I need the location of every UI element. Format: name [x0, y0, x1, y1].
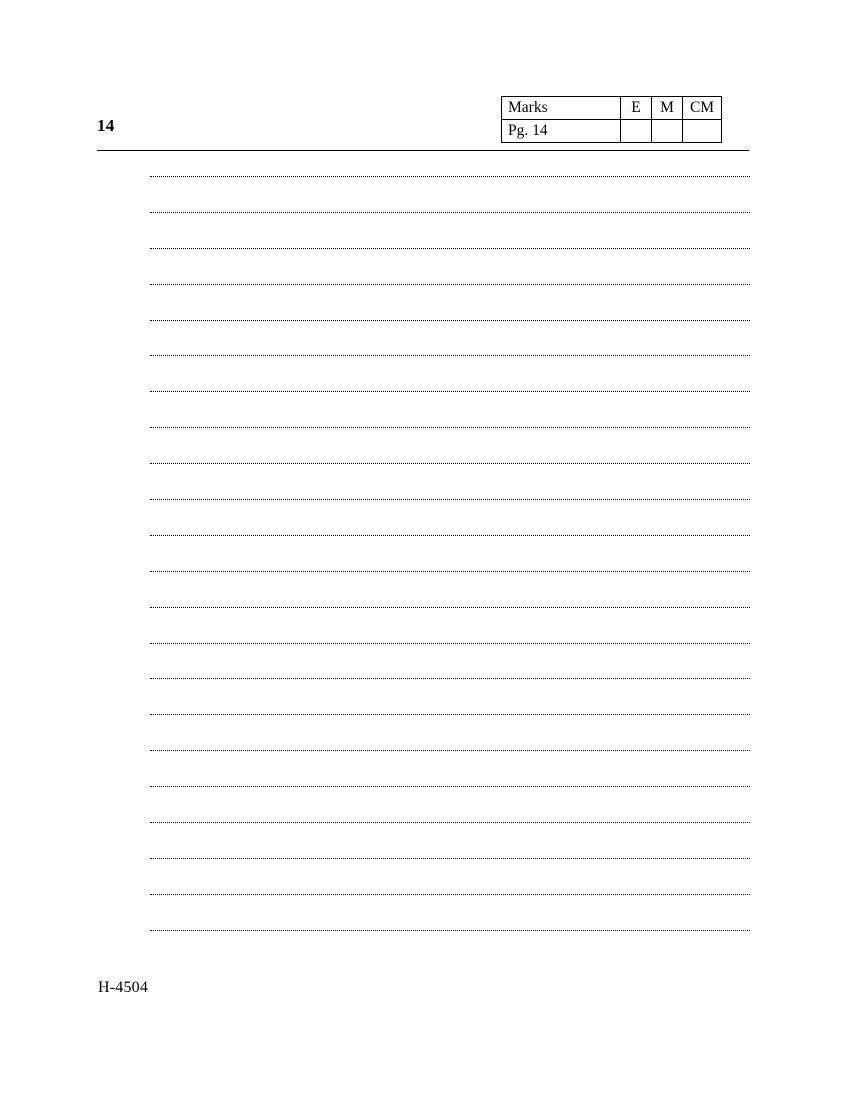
rule-line[interactable] [150, 607, 750, 608]
page-label: Pg. 14 [502, 120, 621, 143]
rule-line[interactable] [150, 391, 750, 392]
rule-line[interactable] [150, 571, 750, 572]
rule-line[interactable] [150, 678, 750, 679]
page-header [97, 96, 749, 152]
rule-line[interactable] [150, 786, 750, 787]
column-header-e: E [621, 97, 652, 120]
rule-line[interactable] [150, 176, 750, 177]
rule-line[interactable] [150, 894, 750, 895]
table-row [502, 97, 722, 120]
rule-line[interactable] [150, 355, 750, 356]
table-row [502, 120, 722, 143]
marks-table [501, 96, 722, 143]
column-header-m: M [652, 97, 683, 120]
rule-line[interactable] [150, 643, 750, 644]
rule-line[interactable] [150, 320, 750, 321]
rule-line[interactable] [150, 714, 750, 715]
rule-line[interactable] [150, 463, 750, 464]
marks-cell-cm[interactable] [683, 120, 722, 143]
rule-line[interactable] [150, 535, 750, 536]
writing-area [150, 176, 750, 931]
page-number: 14 [97, 116, 115, 135]
rule-line[interactable] [150, 427, 750, 428]
rule-line[interactable] [150, 822, 750, 823]
rule-line[interactable] [150, 212, 750, 213]
rule-line[interactable] [150, 284, 750, 285]
column-header-cm: CM [683, 97, 722, 120]
marks-cell-e[interactable] [621, 120, 652, 143]
marks-cell-m[interactable] [652, 120, 683, 143]
rule-line[interactable] [150, 858, 750, 859]
rule-line[interactable] [150, 750, 750, 751]
marks-label: Marks [502, 97, 621, 120]
header-divider [97, 150, 749, 151]
rule-line[interactable] [150, 499, 750, 500]
rule-line[interactable] [150, 930, 750, 931]
rule-line[interactable] [150, 248, 750, 249]
footer-paper-code: H-4504 [98, 979, 149, 996]
